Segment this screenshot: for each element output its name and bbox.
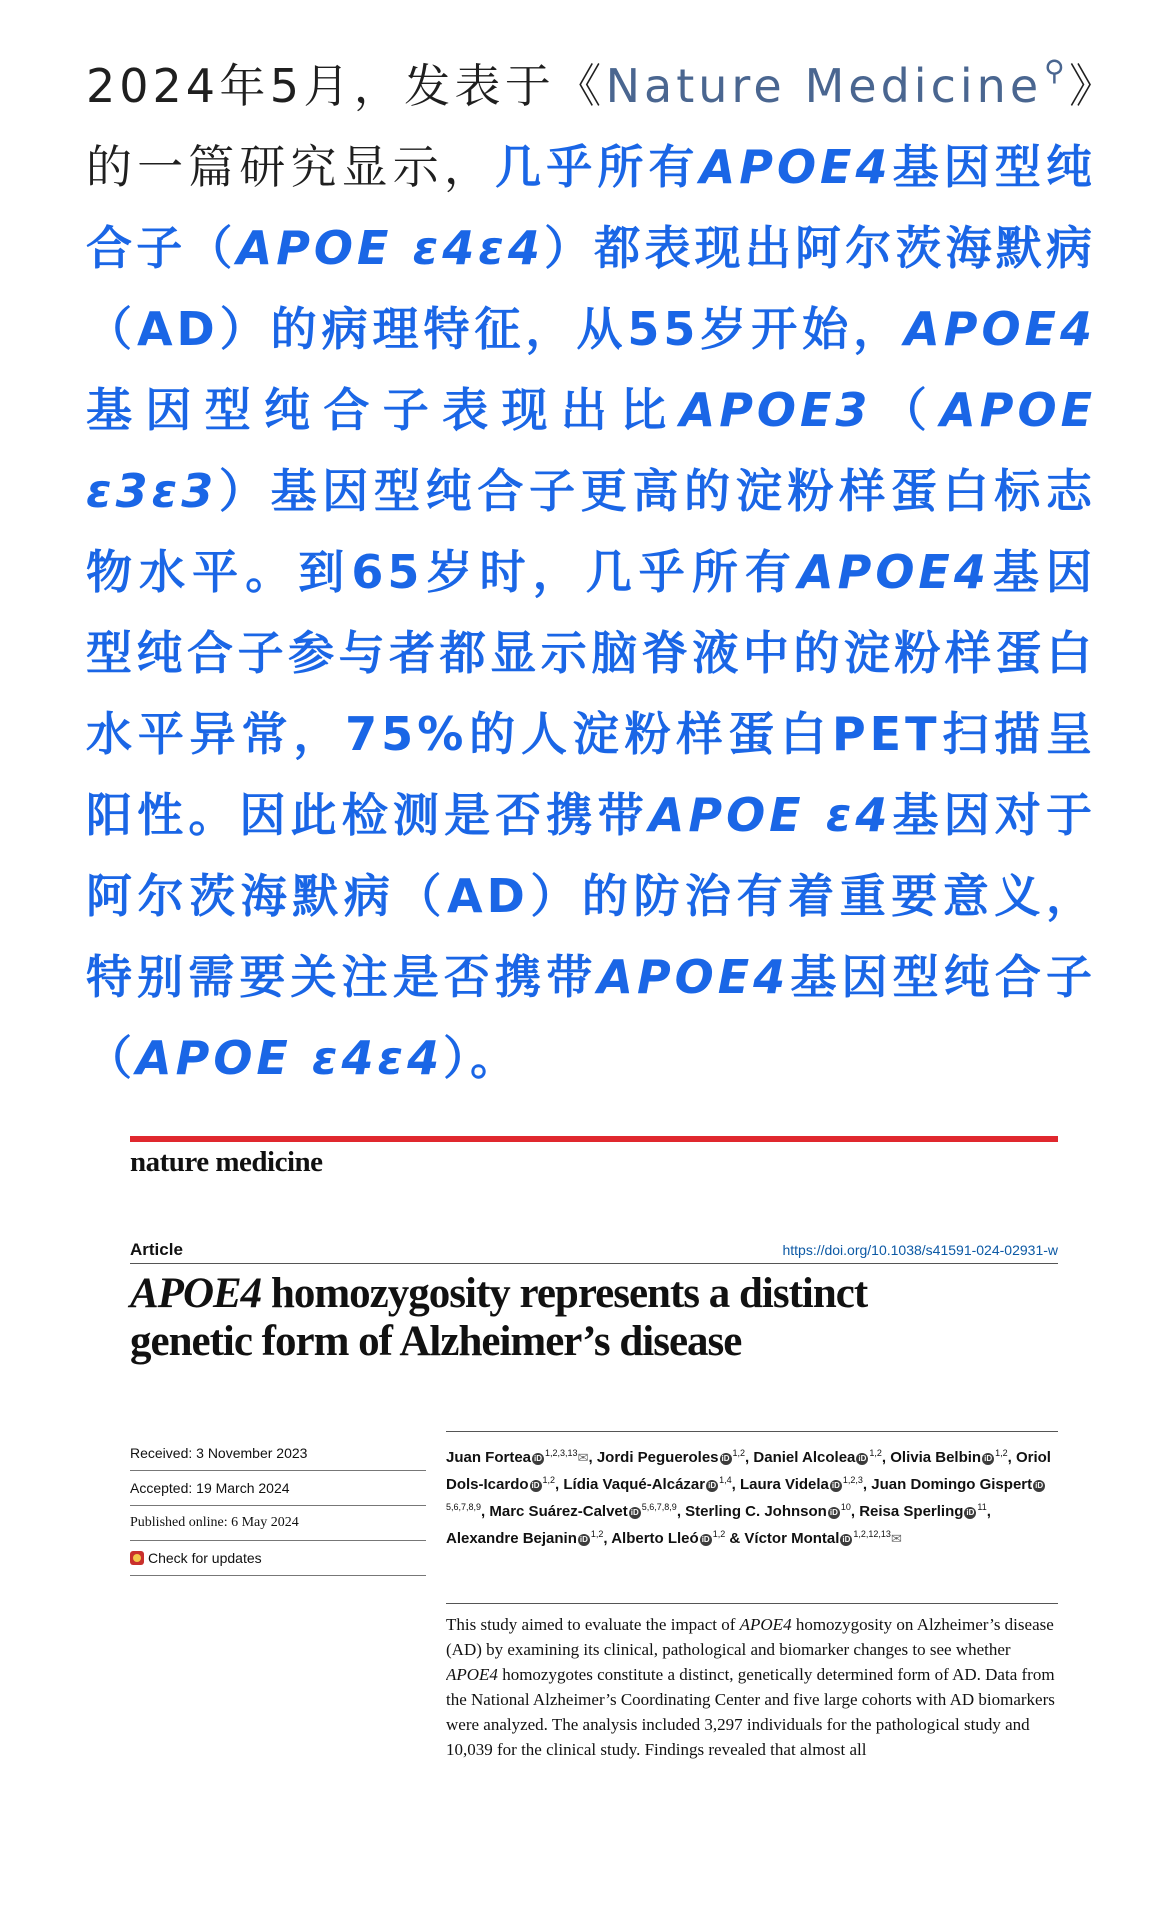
author-affiliations: 10 — [840, 1502, 851, 1512]
orcid-icon[interactable]: iD — [630, 1508, 639, 1517]
author-separator: , — [603, 1530, 612, 1547]
title-text: genetic form of Alzheimer’s disease — [130, 1318, 742, 1365]
finding-text: ）基因型纯合子更高的淀粉样蛋白标志物水平。到65岁时，几乎所有 — [86, 464, 1096, 599]
abstract-text: homozygotes constitute a distinct, genetically determined form of AD. Data from the National Alzheimer’s Coordinating Center and five large cohorts with AD biomarkers were analyzed. The analysis included 3,297 individuals for the pathological study and 10,039 for the clinical study. Findings revealed that almost all — [446, 1665, 1055, 1759]
gene-name: APOE ε4ε4 — [236, 221, 544, 275]
journal-accent-bar — [130, 1136, 1058, 1142]
check-updates-button[interactable] — [130, 1541, 426, 1576]
finding-text: 基因型纯合子表现出比 — [86, 383, 680, 437]
author-separator: & — [725, 1530, 745, 1547]
author-name[interactable]: Juan Fortea — [446, 1449, 532, 1466]
orcid-icon[interactable]: iD — [701, 1535, 710, 1544]
orcid-icon[interactable]: iD — [829, 1508, 838, 1517]
accepted-date: Accepted: 19 March 2024 — [130, 1471, 426, 1506]
author-name[interactable]: Oriol Dols-Icardo — [446, 1449, 1051, 1493]
author-entry[interactable] — [753, 1449, 882, 1466]
author-name[interactable]: Alberto Lleó — [611, 1530, 699, 1547]
divider — [446, 1431, 1058, 1432]
orcid-icon[interactable]: iD — [531, 1481, 540, 1490]
journal-search-link[interactable] — [605, 54, 1069, 113]
gene-name: APOE4 — [904, 302, 1096, 356]
author-name[interactable]: Sterling C. Johnson — [685, 1503, 827, 1520]
journal-link-text[interactable]: Nature Medicine — [605, 59, 1043, 113]
paper-title — [130, 1270, 1058, 1366]
finding-text: ）都表现出阿尔茨海默病（AD）的病理特征，从55岁开始， — [86, 221, 1097, 356]
author-entry[interactable] — [563, 1476, 731, 1493]
author-affiliations: 1,2,3,13 — [545, 1448, 578, 1458]
orcid-icon[interactable]: iD — [831, 1481, 840, 1490]
orcid-icon[interactable]: iD — [579, 1535, 588, 1544]
orcid-icon[interactable]: iD — [708, 1481, 717, 1490]
author-separator: , — [731, 1476, 740, 1493]
divider — [130, 1263, 1058, 1264]
author-affiliations: 1,2 — [869, 1448, 882, 1458]
search-icon[interactable]: ⚲ — [1044, 54, 1069, 87]
author-affiliations: 5,6,7,8,9 — [446, 1502, 482, 1512]
author-entry[interactable] — [744, 1530, 901, 1547]
author-affiliations: 11 — [977, 1502, 987, 1512]
author-separator: , — [555, 1476, 564, 1493]
paper-dates — [130, 1436, 426, 1576]
author-separator: , — [881, 1449, 891, 1466]
author-name[interactable]: Juan Domingo Gispert — [871, 1476, 1033, 1493]
orcid-icon[interactable]: iD — [534, 1454, 543, 1463]
author-affiliations: 1,4 — [719, 1475, 732, 1485]
author-affiliations: 1,2 — [995, 1448, 1008, 1458]
author-entry[interactable] — [611, 1530, 725, 1547]
gene-name: APOE ε4ε4 — [136, 1031, 444, 1085]
highlighted-finding — [86, 140, 1096, 1085]
abstract-text: This study aimed to evaluate the impact of — [446, 1615, 740, 1634]
gene-name: APOE4 — [798, 545, 990, 599]
author-name[interactable]: Daniel Alcolea — [753, 1449, 856, 1466]
orcid-icon[interactable]: iD — [984, 1454, 993, 1463]
gene-name: APOE4 — [446, 1665, 498, 1684]
author-name[interactable]: Olivia Belbin — [890, 1449, 982, 1466]
author-entry[interactable] — [740, 1476, 863, 1493]
author-affiliations: 1,2 — [712, 1529, 726, 1539]
finding-text: 几乎所有 — [495, 140, 700, 194]
finding-text: 基因型纯合子参与者都显示脑脊液中的淀粉样蛋白水平异常，75%的人淀粉样蛋白PET扫描呈阳性。因此检测是否携带 — [86, 545, 1097, 842]
journal-logo: nature medicine — [130, 1146, 323, 1178]
author-affiliations: 5,6,7,8,9 — [641, 1502, 677, 1512]
author-entry[interactable] — [489, 1503, 676, 1520]
author-affiliations: 1,2,3 — [842, 1475, 863, 1485]
author-list — [446, 1442, 1058, 1550]
paper-screenshot — [130, 1136, 1058, 1786]
abstract — [446, 1612, 1058, 1782]
abstract-text: homozygosity on Alzheimer’s disease (AD) by examining its clinical, pathological and biomarker changes to see whether — [446, 1615, 1054, 1659]
author-affiliations: 1,2 — [732, 1448, 746, 1458]
gene-name: APOE ε3ε3 — [86, 383, 1097, 518]
author-entry[interactable] — [859, 1503, 987, 1520]
author-affiliations: 1,2 — [542, 1475, 556, 1485]
author-entry[interactable] — [685, 1503, 851, 1520]
author-affiliations: 1,2,12,13 — [853, 1529, 891, 1539]
author-name[interactable]: Laura Videla — [739, 1476, 829, 1493]
email-icon[interactable]: ✉ — [890, 1531, 902, 1546]
doi-link[interactable]: https://doi.org/10.1038/s41591-024-02931-w — [782, 1242, 1058, 1258]
orcid-icon[interactable]: iD — [721, 1454, 730, 1463]
gene-name: APOE4 — [699, 140, 892, 194]
crossmark-icon — [130, 1551, 144, 1565]
author-separator: , — [588, 1449, 597, 1466]
gene-name: APOE4 — [597, 950, 790, 1004]
finding-text: ）。 — [443, 1031, 521, 1085]
article-type-label: Article — [130, 1240, 183, 1259]
author-name[interactable]: Alexandre Bejanin — [446, 1530, 577, 1547]
author-name[interactable]: Reisa Sperling — [859, 1503, 964, 1520]
gene-name: APOE3 — [679, 383, 872, 437]
author-affiliations: 1,2 — [590, 1529, 604, 1539]
author-entry[interactable] — [597, 1449, 745, 1466]
received-date: Received: 3 November 2023 — [130, 1436, 426, 1471]
author-separator: , — [986, 1503, 991, 1520]
author-name[interactable]: Marc Suárez-Calvet — [489, 1503, 628, 1520]
author-separator: , — [481, 1503, 490, 1520]
author-separator: , — [862, 1476, 872, 1493]
finding-text: （ — [871, 383, 941, 437]
title-gene: APOE4 — [130, 1270, 262, 1317]
author-separator: , — [850, 1503, 860, 1520]
author-separator: , — [745, 1449, 754, 1466]
author-name[interactable]: Lídia Vaqué-Alcázar — [563, 1476, 706, 1493]
finding-text: 基因型纯合子（ — [86, 140, 1097, 275]
gene-name: APOE4 — [739, 1615, 792, 1634]
author-separator: , — [676, 1503, 686, 1520]
author-entry[interactable] — [890, 1449, 1007, 1466]
author-entry[interactable] — [446, 1530, 603, 1547]
orcid-icon[interactable]: iD — [858, 1454, 867, 1463]
email-icon[interactable]: ✉ — [577, 1450, 589, 1465]
title-text: homozygosity represents a distinct — [261, 1270, 868, 1317]
author-name[interactable]: Víctor Montal — [744, 1530, 840, 1547]
orcid-icon[interactable]: iD — [966, 1508, 975, 1517]
author-separator: , — [1007, 1449, 1016, 1466]
intro-text: 2024年5月，发表于《 — [86, 59, 606, 113]
orcid-icon[interactable]: iD — [1035, 1481, 1044, 1490]
divider — [446, 1603, 1058, 1604]
finding-text: 基因型纯合子（ — [86, 950, 1097, 1085]
gene-name: APOE ε4 — [648, 788, 892, 842]
author-entry[interactable] — [446, 1449, 588, 1466]
finding-text: 基因对于阿尔茨海默病（AD）的防治有着重要意义，特别需要关注是否携带 — [86, 788, 1097, 1004]
check-updates-label[interactable]: Check for updates — [148, 1550, 262, 1566]
article-body — [86, 30, 1096, 1099]
author-name[interactable]: Jordi Pegueroles — [596, 1449, 719, 1466]
published-date: Published online: 6 May 2024 — [130, 1506, 426, 1541]
intro-end-text: 》的一篇研究显示， — [86, 59, 1097, 194]
orcid-icon[interactable]: iD — [842, 1535, 851, 1544]
